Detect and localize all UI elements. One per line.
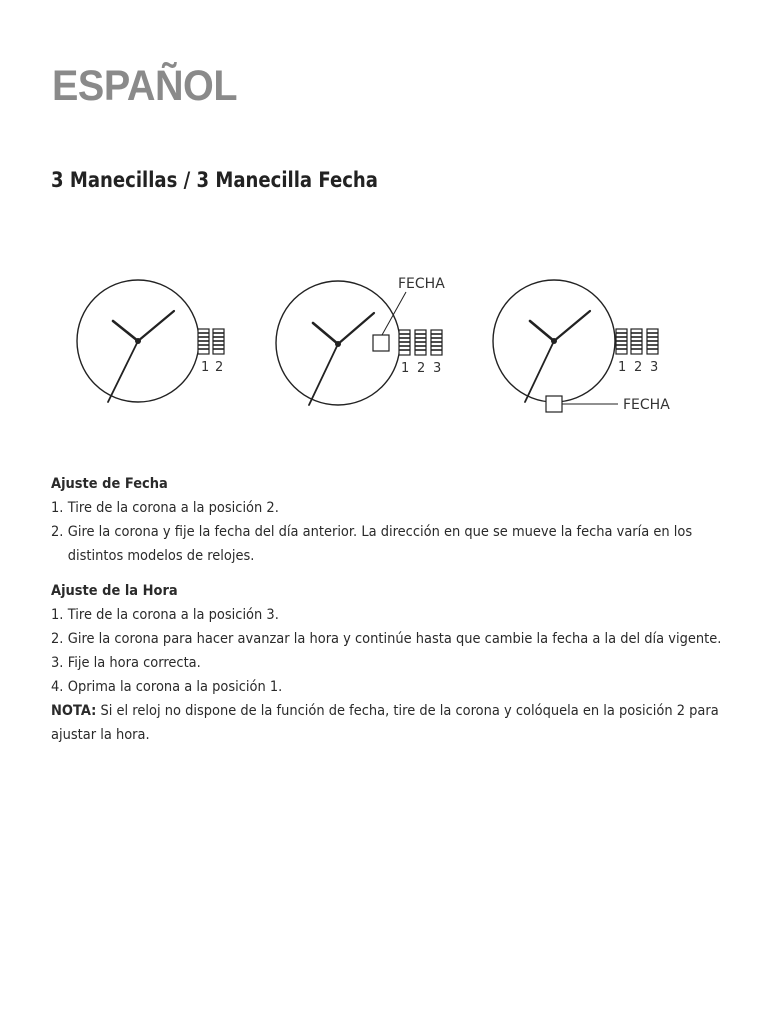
watch-2-date-window bbox=[373, 335, 389, 351]
watch-3-date-window bbox=[546, 396, 562, 412]
time-setting-title: Ajuste de la Hora bbox=[51, 583, 178, 599]
step-number: 1. bbox=[51, 607, 64, 623]
watch-3-pos-1: 1 bbox=[618, 360, 627, 375]
time-setting-steps bbox=[51, 603, 730, 699]
watch-2-pos-3: 3 bbox=[433, 361, 442, 376]
instructions bbox=[51, 472, 731, 747]
watch-3-crown-a bbox=[616, 329, 627, 354]
step-text: Fije la hora correcta. bbox=[67, 655, 201, 671]
step-text: Tire de la corona a la posición 3. bbox=[67, 607, 279, 623]
watch-2-pos-2: 2 bbox=[417, 361, 426, 376]
list-item bbox=[51, 496, 730, 520]
list-item bbox=[51, 651, 730, 675]
watch-3-crown-b bbox=[631, 329, 642, 354]
step-text: Gire la corona y fije la fecha del día anterior. La dirección en que se mueve la fecha varía en los distintos modelos de relojes. bbox=[67, 524, 693, 564]
note-text: Si el reloj no dispone de la función de fecha, tire de la corona y colóquela en la posición 2 para ajustar la hora. bbox=[51, 703, 719, 743]
watch-1-pos-1: 1 bbox=[201, 360, 210, 375]
step-number: 2. bbox=[51, 524, 64, 540]
step-text: Oprima la corona a la posición 1. bbox=[67, 679, 283, 695]
watch-3 bbox=[493, 280, 670, 413]
watch-1-crown-a bbox=[198, 329, 209, 354]
list-item bbox=[51, 603, 730, 627]
watch-3-fecha-label: FECHA bbox=[623, 397, 670, 413]
list-item bbox=[51, 627, 730, 651]
step-number: 1. bbox=[51, 500, 64, 516]
watch-2-pos-1: 1 bbox=[401, 361, 410, 376]
watch-2-crown-c bbox=[431, 330, 442, 355]
watch-3-crown-c bbox=[647, 329, 658, 354]
watch-1 bbox=[77, 280, 224, 402]
note-label: NOTA: bbox=[51, 703, 97, 719]
step-number: 2. bbox=[51, 631, 64, 647]
step-number: 3. bbox=[51, 655, 64, 671]
date-setting-steps bbox=[51, 496, 730, 568]
watch-3-pos-2: 2 bbox=[634, 360, 643, 375]
step-text: Tire de la corona a la posición 2. bbox=[67, 500, 279, 516]
watch-3-pos-3: 3 bbox=[650, 360, 659, 375]
watch-2 bbox=[276, 276, 445, 405]
watch-1-pos-2: 2 bbox=[215, 360, 224, 375]
watch-2-crown-b bbox=[415, 330, 426, 355]
date-setting-title: Ajuste de Fecha bbox=[51, 476, 168, 492]
list-item bbox=[51, 520, 730, 568]
watch-1-crown-b bbox=[213, 329, 224, 354]
step-number: 4. bbox=[51, 679, 64, 695]
watch-2-crown-a bbox=[399, 330, 410, 355]
section-subtitle: 3 Manecillas / 3 Manecilla Fecha bbox=[51, 168, 378, 192]
watch-diagrams bbox=[0, 250, 768, 440]
note bbox=[51, 699, 730, 747]
language-heading: ESPAÑOL bbox=[52, 62, 238, 110]
list-item bbox=[51, 675, 730, 699]
step-text: Gire la corona para hacer avanzar la hora y continúe hasta que cambie la fecha a la del día vigente. bbox=[67, 631, 722, 647]
watch-2-fecha-label: FECHA bbox=[398, 276, 445, 292]
